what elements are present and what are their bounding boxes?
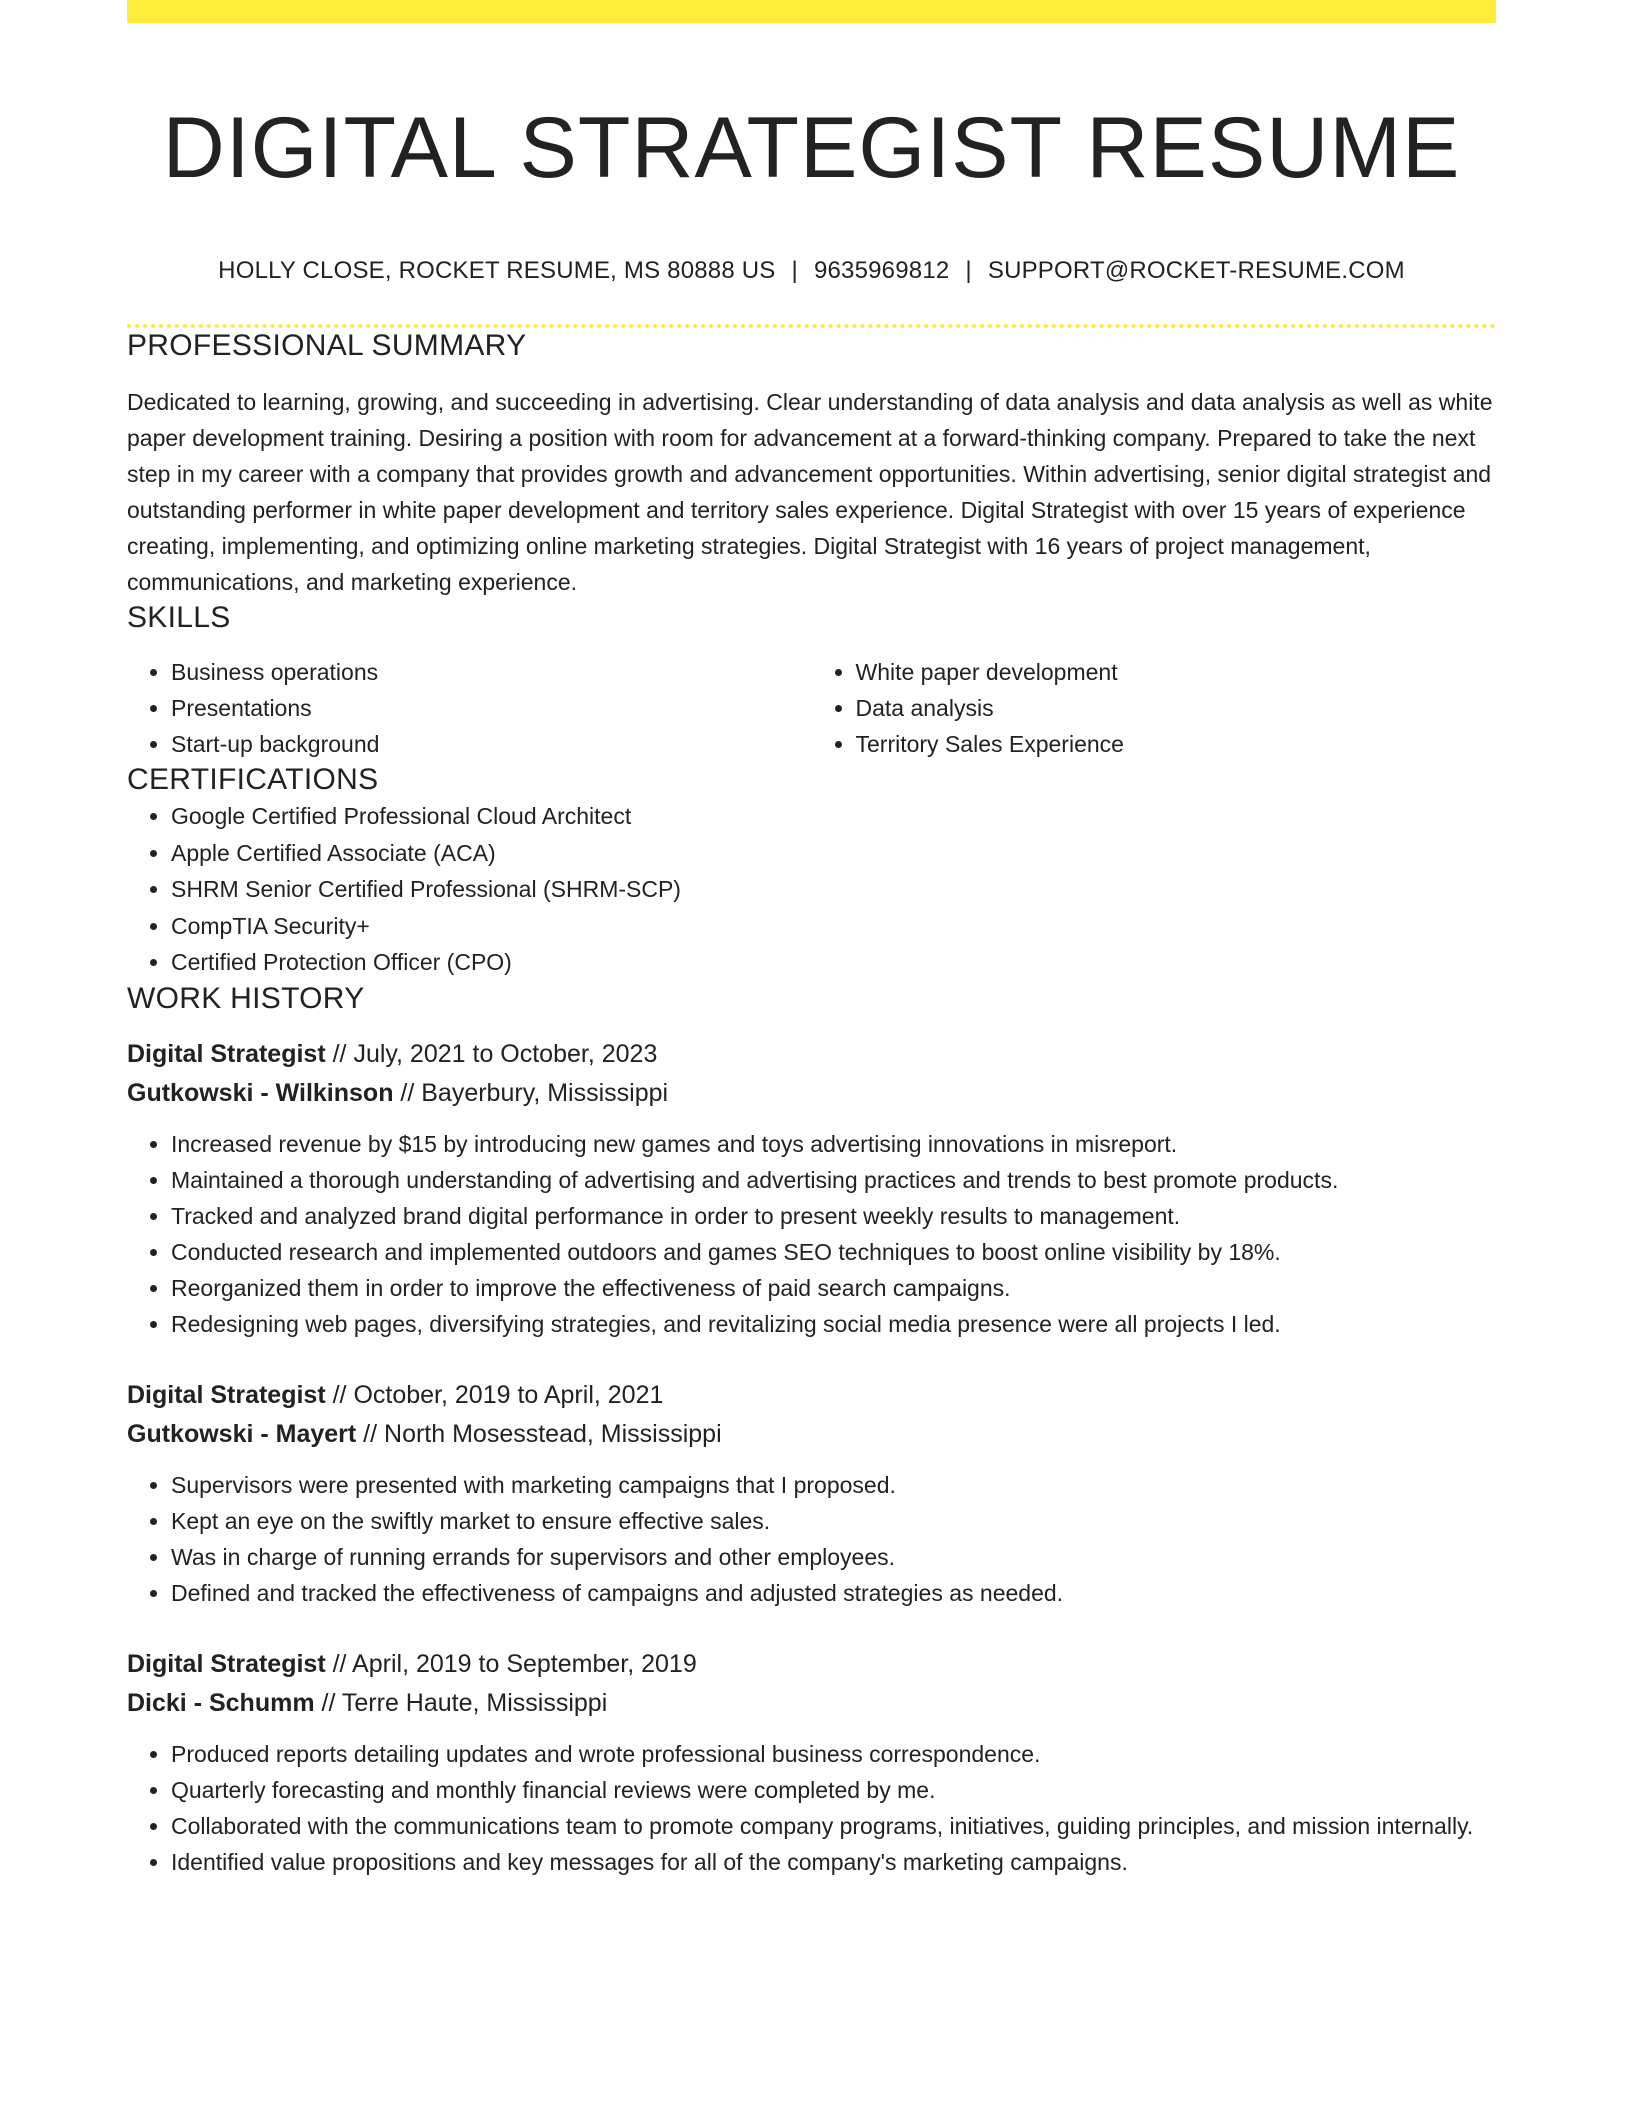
job-bullet: • Kept an eye on the swiftly market to ensure effective sales.	[171, 1503, 1496, 1539]
job-company-line	[127, 1074, 1496, 1113]
certification-item: • Certified Protection Officer (CPO)	[171, 944, 1496, 981]
work-history-heading: WORK HISTORY	[127, 981, 365, 1015]
job-dates: // April, 2019 to September, 2019	[325, 1649, 697, 1678]
skill-item: • White paper development	[856, 654, 1497, 690]
summary-text: Dedicated to learning, growing, and succeeding in advertising. Clear understanding of data analysis and data analysis as well as white paper development training. Desiring a position with room for advancement at a forward-thinking company. Prepared to take the next step in my career with a company that provides growth and advancement opportunities. Within advertising, senior digital strategist and outstanding performer in white paper development and territory sales experience. Digital Strategist with over 15 years of experience creating, implementing, and optimizing online marketing strategies. Digital Strategist with 16 years of project management, communications, and marketing experience.	[127, 389, 1493, 595]
job-entry	[127, 1645, 1496, 1880]
certification-item: • Apple Certified Associate (ACA)	[171, 835, 1496, 872]
skills-column-left	[127, 654, 812, 762]
job-title: Digital Strategist	[127, 1649, 326, 1678]
job-dates: // October, 2019 to April, 2021	[325, 1380, 664, 1409]
job-title-line	[127, 1035, 1496, 1074]
job-company: Gutkowski - Mayert	[127, 1419, 357, 1448]
job-bullet: • Collaborated with the communications team to promote company programs, initiatives, guiding principles, and mission internally.	[171, 1808, 1496, 1844]
job-bullet: • Identified value propositions and key messages for all of the company's marketing campaigns.	[171, 1844, 1496, 1880]
skill-item: • Business operations	[171, 654, 812, 690]
skills-column-right	[812, 654, 1497, 762]
resume-page	[127, 0, 1496, 1880]
job-bullet: • Defined and tracked the effectiveness of campaigns and adjusted strategies as needed.	[171, 1575, 1496, 1611]
job-company: Dicki - Schumm	[127, 1688, 315, 1717]
skill-item: • Presentations	[171, 690, 812, 726]
job-bullet: • Increased revenue by $15 by introducing new games and toys advertising innovations in misreport.	[171, 1126, 1496, 1162]
job-bullet: • Was in charge of running errands for supervisors and other employees.	[171, 1539, 1496, 1575]
contact-separator: |	[965, 257, 972, 284]
contact-line	[127, 256, 1496, 286]
certification-item: • CompTIA Security+	[171, 908, 1496, 945]
job-bullet: • Produced reports detailing updates and wrote professional business correspondence.	[171, 1736, 1496, 1772]
contact-separator: |	[791, 257, 798, 284]
job-title-line	[127, 1376, 1496, 1415]
job-location: // Bayerbury, Mississippi	[393, 1078, 669, 1107]
job-company-line	[127, 1415, 1496, 1454]
certification-item: • SHRM Senior Certified Professional (SHRM-SCP)	[171, 871, 1496, 908]
job-bullet: • Tracked and analyzed brand digital performance in order to present weekly results to management.	[171, 1198, 1496, 1234]
job-bullet: • Quarterly forecasting and monthly financial reviews were completed by me.	[171, 1772, 1496, 1808]
skill-item: • Start-up background	[171, 726, 812, 762]
skill-item: • Territory Sales Experience	[856, 726, 1497, 762]
job-dates: // July, 2021 to October, 2023	[325, 1039, 658, 1068]
job-entry	[127, 1035, 1496, 1342]
job-bullet: • Redesigning web pages, diversifying strategies, and revitalizing social media presence were all projects I led.	[171, 1306, 1496, 1342]
job-company: Gutkowski - Wilkinson	[127, 1078, 394, 1107]
job-location: // North Mosesstead, Mississippi	[356, 1419, 722, 1448]
skills-list	[127, 654, 1496, 762]
certifications-list	[127, 798, 1496, 981]
accent-top-bar	[127, 0, 1496, 23]
job-bullets	[127, 1467, 1496, 1611]
resume-title: DIGITAL STRATEGIST RESUME	[162, 100, 1461, 196]
job-title: Digital Strategist	[127, 1039, 326, 1068]
job-entry	[127, 1376, 1496, 1611]
job-title-line	[127, 1645, 1496, 1684]
skill-item: • Data analysis	[856, 690, 1497, 726]
job-bullets	[127, 1736, 1496, 1880]
job-bullet: • Supervisors were presented with marketing campaigns that I proposed.	[171, 1467, 1496, 1503]
job-location: // Terre Haute, Mississippi	[314, 1688, 608, 1717]
job-bullet: • Conducted research and implemented outdoors and games SEO techniques to boost online visibility by 18%.	[171, 1234, 1496, 1270]
job-bullet: • Maintained a thorough understanding of advertising and advertising practices and trends to best promote products.	[171, 1162, 1496, 1198]
contact-address: HOLLY CLOSE, ROCKET RESUME, MS 80888 US	[218, 257, 776, 284]
skills-heading: SKILLS	[127, 601, 231, 634]
certifications-heading: CERTIFICATIONS	[127, 763, 379, 796]
certification-item: • Google Certified Professional Cloud Architect	[171, 798, 1496, 835]
job-bullets	[127, 1126, 1496, 1342]
job-bullet: • Reorganized them in order to improve the effectiveness of paid search campaigns.	[171, 1270, 1496, 1306]
job-title: Digital Strategist	[127, 1380, 326, 1409]
contact-email: SUPPORT@ROCKET-RESUME.COM	[987, 257, 1405, 284]
summary-heading: PROFESSIONAL SUMMARY	[127, 329, 527, 362]
job-company-line	[127, 1684, 1496, 1723]
contact-phone: 9635969812	[813, 257, 950, 284]
